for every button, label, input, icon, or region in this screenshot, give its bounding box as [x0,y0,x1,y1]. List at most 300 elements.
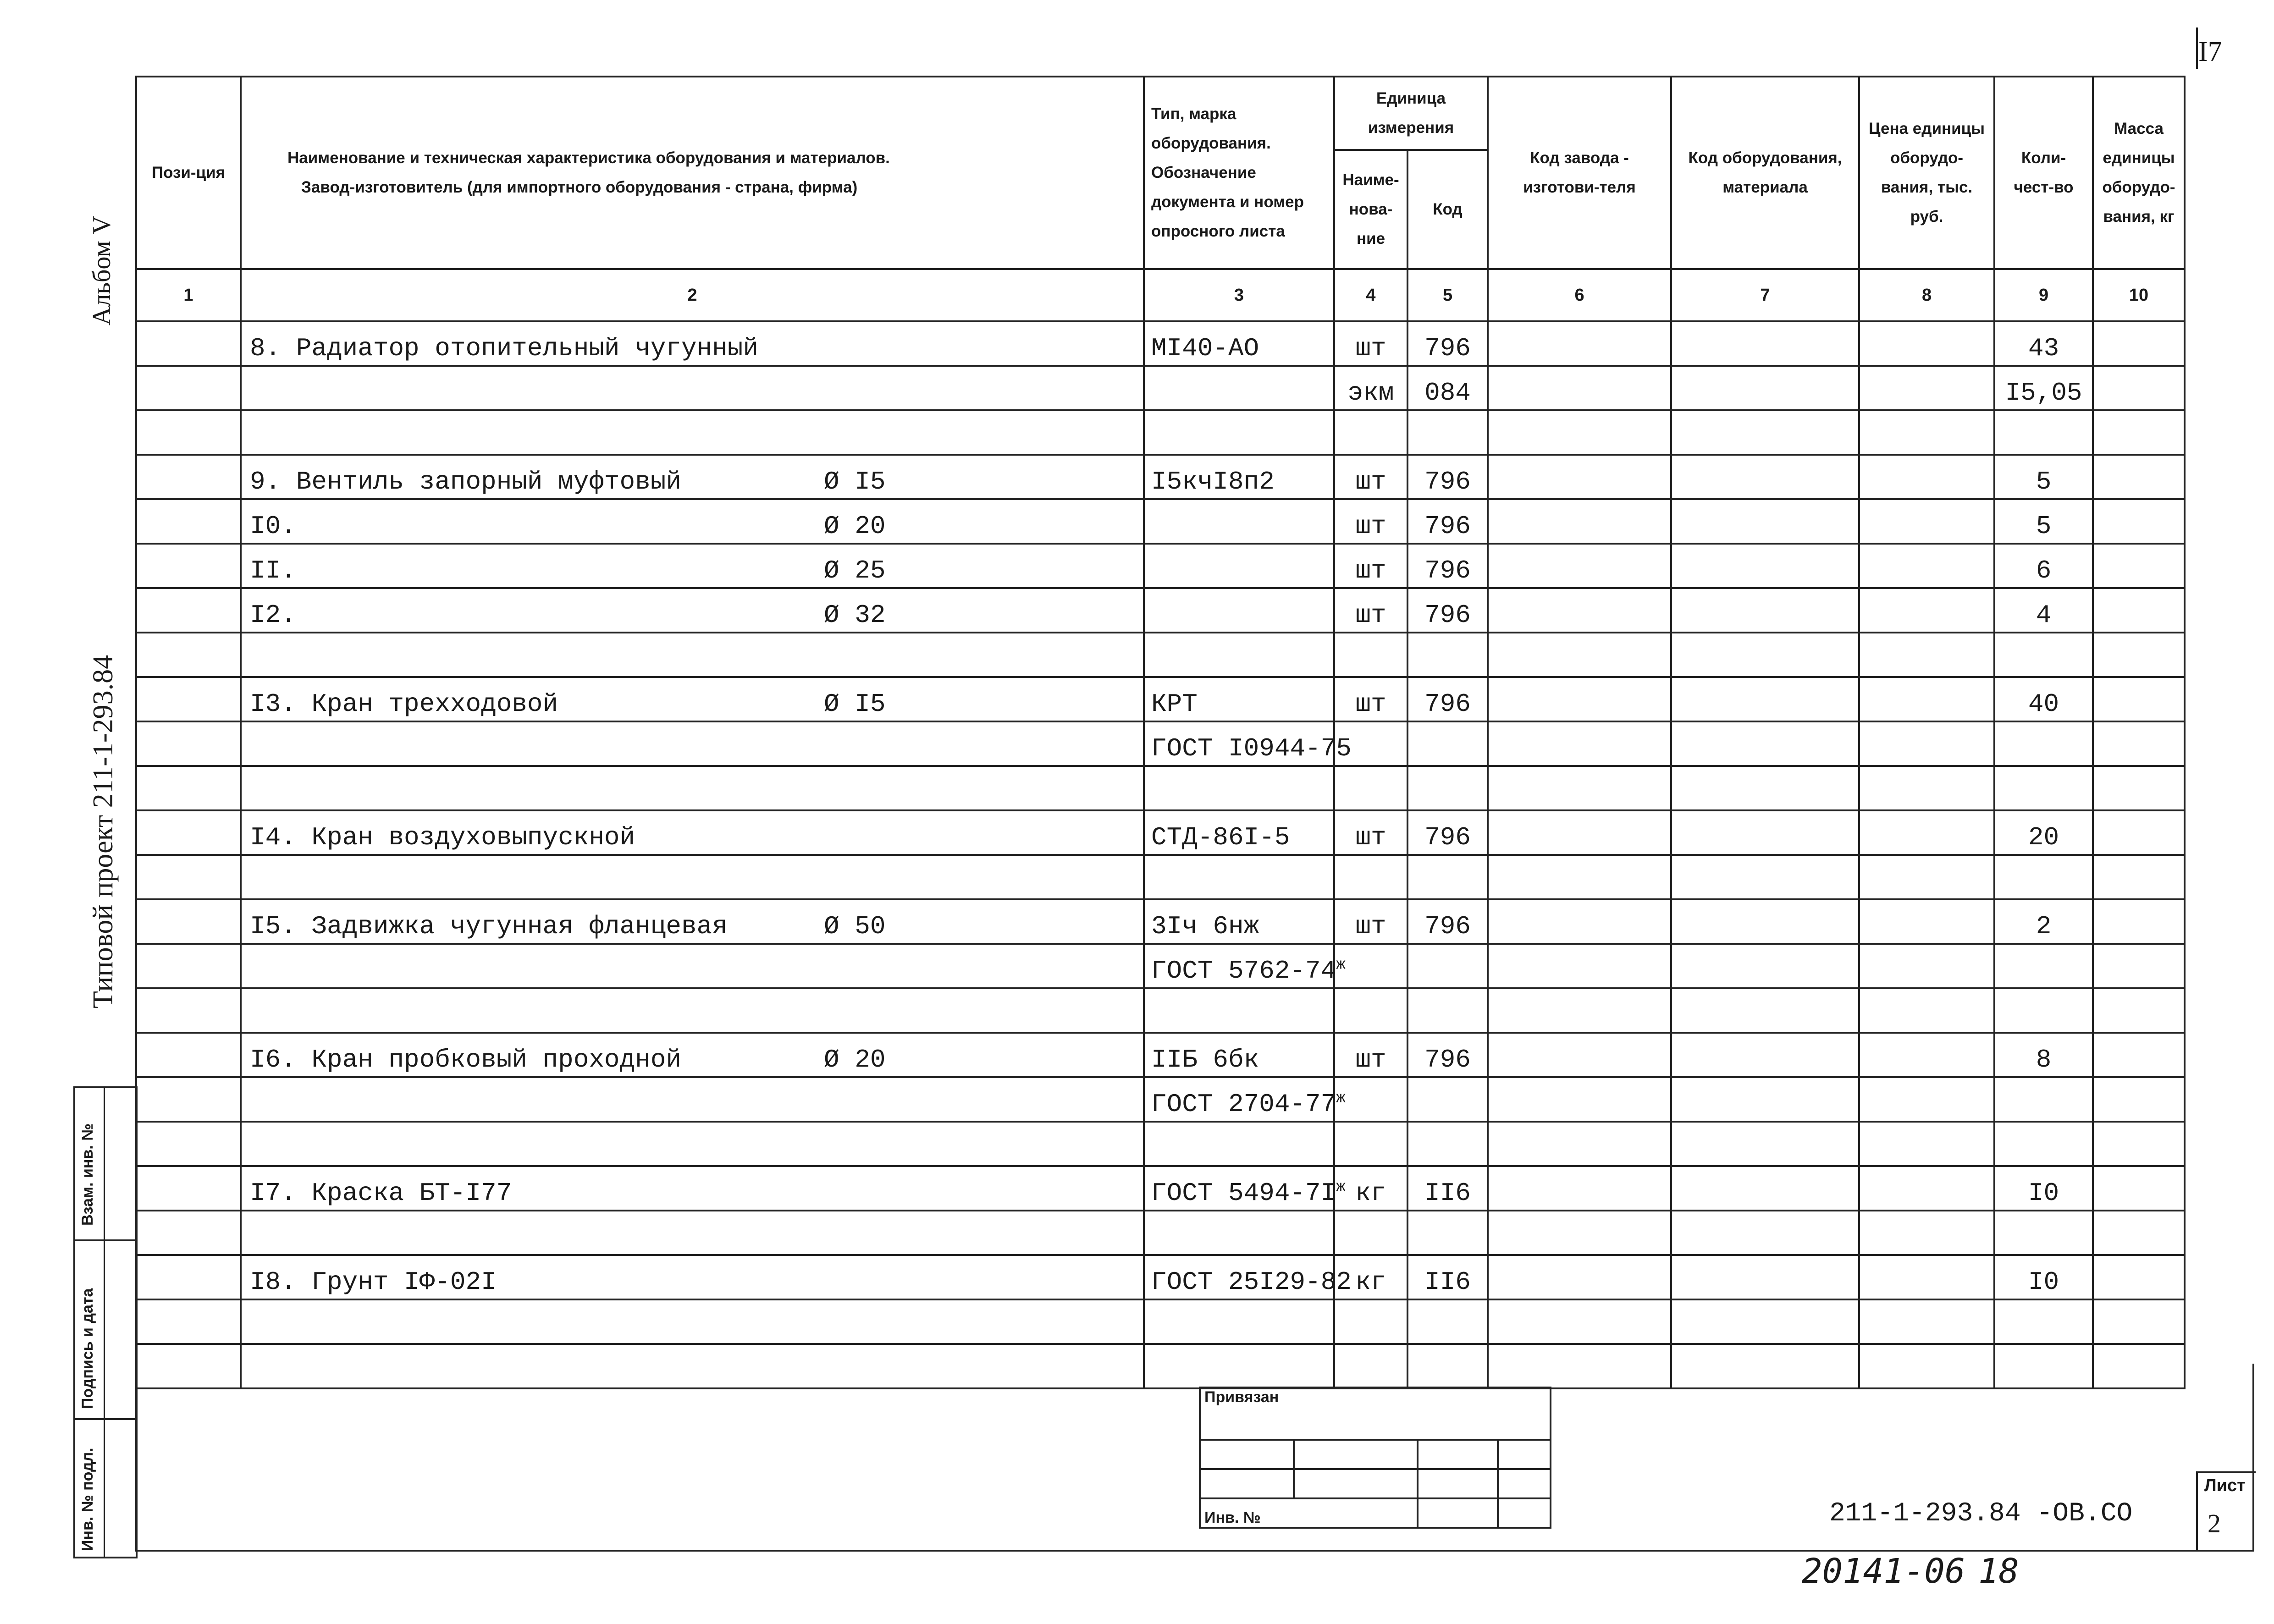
cell-quantity [1994,1122,2093,1166]
cell-unit-text: шт [1355,334,1386,363]
cell-type [1144,366,1334,410]
cell-mass [2093,1166,2185,1211]
cell-unit-text: экм [1347,378,1394,407]
cell-mass [2093,633,2185,677]
cell-type-text: ГОСТ I0944-75 [1151,734,1352,763]
cell-type-text: КРТ [1151,689,1198,719]
table-row [136,1166,2185,1211]
cell-position [136,410,241,455]
cell-type-text: 3Iч 6нж [1151,912,1259,941]
cell-type [1144,544,1334,588]
cell-unit [1334,366,1407,410]
cell-factory-code [1488,366,1671,410]
cell-unit-code [1407,321,1488,366]
cell-name [241,1255,1144,1299]
project-label: Типовой проект 211-1-293.84 [88,655,119,1008]
cell-unit [1334,988,1407,1033]
cell-type-superscript: ж [1336,1178,1346,1196]
cell-unit-text: кг [1355,1178,1386,1208]
cell-equipment-code [1671,1255,1859,1299]
bound-cell [1294,1440,1418,1469]
bound-cell [1498,1469,1551,1498]
cell-type [1144,499,1334,544]
cell-position [136,1033,241,1077]
cell-mass [2093,1122,2185,1166]
cell-name [241,944,1144,988]
cell-price [1859,366,1994,410]
header-name [241,77,1144,269]
cell-type [1144,855,1334,899]
cell-mass [2093,588,2185,633]
cell-unit-code [1407,899,1488,944]
cell-unit-text: кг [1355,1267,1386,1297]
cell-name [241,766,1144,810]
header-type: Тип, марка оборудования. Обозначение документа и номер опросного листа [1144,77,1334,269]
table-row [136,899,2185,944]
cell-equipment-code [1671,1166,1859,1211]
sheet-number-divider [2196,28,2198,69]
cell-unit-text: шт [1355,912,1386,941]
cell-unit [1334,899,1407,944]
cell-unit [1334,499,1407,544]
table-row [136,410,2185,455]
cell-factory-code [1488,677,1671,721]
cell-equipment-code [1671,1033,1859,1077]
column-number: 8 [1859,269,1994,321]
table-body [136,321,2185,1388]
cell-unit-text: шт [1355,467,1386,496]
column-number: 2 [241,269,1144,321]
cell-equipment-code [1671,499,1859,544]
cell-quantity [1994,1211,2093,1255]
cell-name-text: II. [250,556,296,585]
cell-factory-code [1488,544,1671,588]
cell-unit-code [1407,410,1488,455]
cell-quantity-text: 5 [2036,467,2052,496]
cell-type [1144,1033,1334,1077]
header-unit-code: Код [1407,150,1488,269]
cell-name-text: I5. Задвижка чугунная фланцевая [250,912,728,941]
cell-unit-text: шт [1355,823,1386,852]
header-quantity: Коли-чест-во [1994,77,2093,269]
cell-quantity [1994,410,2093,455]
bound-cell [1498,1440,1551,1469]
table-row [136,633,2185,677]
cell-factory-code [1488,1211,1671,1255]
column-number: 6 [1488,269,1671,321]
cell-position [136,499,241,544]
cell-type-text: МI40-АО [1151,334,1259,363]
cell-factory-code [1488,499,1671,544]
cell-position [136,1077,241,1122]
cell-name [241,544,1144,588]
cell-type-text: IIБ 6бк [1151,1045,1259,1074]
cell-equipment-code [1671,588,1859,633]
cell-unit-text: шт [1355,512,1386,541]
table-row [136,855,2185,899]
cell-unit-code [1407,544,1488,588]
cell-type-text: ГОСТ 5494-7I [1151,1178,1336,1208]
cell-type [1144,1166,1346,1211]
cell-unit-code-text: 796 [1424,689,1471,719]
cell-mass [2093,677,2185,721]
table-row [136,1077,2185,1122]
cell-unit-code [1407,944,1488,988]
cell-name-text: I2. [250,600,296,630]
bound-cell [1294,1469,1418,1498]
cell-mass [2093,988,2185,1033]
cell-factory-code [1488,721,1671,766]
cell-unit-code-text: 084 [1424,378,1471,407]
cell-position [136,899,241,944]
cell-quantity [1994,633,2093,677]
cell-unit [1334,677,1407,721]
cell-unit-code [1407,855,1488,899]
cell-price [1859,633,1994,677]
cell-unit [1334,1211,1407,1255]
cell-quantity-text: 5 [2036,512,2052,541]
cell-price [1859,1166,1994,1211]
cell-factory-code [1488,855,1671,899]
cell-unit-code [1407,810,1488,855]
cell-unit-code [1407,1033,1488,1077]
cell-unit-code-text: II6 [1424,1267,1471,1297]
bound-cell [1200,1469,1294,1498]
cell-equipment-code [1671,633,1859,677]
cell-unit [1334,766,1407,810]
table-row [136,1299,2185,1344]
cell-quantity-text: 2 [2036,912,2052,941]
cell-quantity [1994,855,2093,899]
cell-quantity-text: 6 [2036,556,2052,585]
cell-position [136,588,241,633]
cell-quantity [1994,899,2093,944]
cell-quantity [1994,544,2093,588]
cell-unit [1334,544,1407,588]
cell-unit-code [1407,721,1488,766]
cell-type-text: I5кчI8п2 [1151,467,1275,496]
cell-mass [2093,544,2185,588]
cell-type-text: ГОСТ 25I29-82 [1151,1267,1352,1297]
album-label: Альбом V [88,215,116,325]
cell-name-text: I3. Кран трехходовой [250,689,558,719]
table-row [136,499,2185,544]
cell-type-superscript: ж [1336,1090,1346,1107]
cell-price [1859,721,1994,766]
column-number: 1 [136,269,241,321]
cell-mass [2093,455,2185,499]
cell-factory-code [1488,944,1671,988]
cell-price [1859,410,1994,455]
cell-price [1859,1211,1994,1255]
cell-name [241,366,1144,410]
cell-type [1144,1299,1334,1344]
cell-type-text: ГОСТ 2704-77 [1151,1090,1336,1119]
cell-quantity [1994,721,2093,766]
cell-unit-code-text: 796 [1424,1045,1471,1074]
cell-name [241,1077,1144,1122]
cell-unit-code [1407,988,1488,1033]
header-mass: Масса единицы оборудо-вания, кг [2093,77,2185,269]
column-number: 3 [1144,269,1334,321]
cell-unit-code [1407,633,1488,677]
cell-quantity [1994,810,2093,855]
cell-mass [2093,1033,2185,1077]
cell-position [136,721,241,766]
cell-equipment-code [1671,1211,1859,1255]
cell-type-text: СТД-86I-5 [1151,823,1290,852]
cell-unit-code [1407,1211,1488,1255]
cell-type [1144,633,1334,677]
handwritten-page: 18 [1978,1552,2020,1591]
cell-type [1144,1122,1334,1166]
table-row [136,677,2185,721]
cell-quantity [1994,1077,2093,1122]
cell-factory-code [1488,1033,1671,1077]
cell-mass [2093,1255,2185,1299]
cell-factory-code [1488,1255,1671,1299]
table-row [136,988,2185,1033]
cell-equipment-code [1671,321,1859,366]
bound-cell [1498,1498,1551,1528]
handwritten-code: 20141-06 [1802,1552,1965,1591]
cell-mass [2093,855,2185,899]
cell-price [1859,1255,1994,1299]
cell-position [136,1255,241,1299]
cell-quantity [1994,321,2093,366]
table-row [136,588,2185,633]
cell-quantity-text: I0 [2028,1178,2059,1208]
cell-factory-code [1488,810,1671,855]
cell-type [1144,899,1334,944]
table-row [136,455,2185,499]
stamp-column [73,1086,138,1558]
table-row [136,1122,2185,1166]
cell-name [241,499,1144,544]
cell-unit-code [1407,455,1488,499]
cell-equipment-code [1671,810,1859,855]
table-row [136,766,2185,810]
cell-position [136,1211,241,1255]
cell-unit [1334,455,1407,499]
cell-mass [2093,721,2185,766]
cell-mass [2093,321,2185,366]
cell-quantity [1994,944,2093,988]
cell-quantity [1994,499,2093,544]
cell-factory-code [1488,633,1671,677]
stamp-label-replace-inv: Взам. инв. № [79,1123,96,1226]
cell-unit [1334,810,1407,855]
cell-name [241,721,1144,766]
cell-quantity-text: I5,05 [2005,378,2082,407]
cell-unit-code [1407,677,1488,721]
table-row [136,544,2185,588]
cell-quantity-text: 20 [2028,823,2059,852]
cell-factory-code [1488,588,1671,633]
cell-price [1859,1122,1994,1166]
cell-name-text: 9. Вентиль запорный муфтовый [250,467,681,496]
cell-unit-text: шт [1355,1045,1386,1074]
cell-quantity [1994,455,2093,499]
cell-price [1859,944,1994,988]
table-row [136,944,2185,988]
cell-quantity [1994,677,2093,721]
cell-unit-code-text: 796 [1424,912,1471,941]
cell-name-text: I8. Грунт IФ-02I [250,1267,497,1297]
cell-type [1144,455,1334,499]
cell-name [241,899,1144,944]
header-name-line2: Завод-изготовитель (для импортного оборудования - страна, фирма) [301,178,858,196]
cell-price [1859,810,1994,855]
stamp-label-signature-date: Подпись и дата [79,1288,96,1409]
cell-unit [1334,855,1407,899]
cell-factory-code [1488,321,1671,366]
column-number: 9 [1994,269,2093,321]
cell-unit-code [1407,1255,1488,1299]
cell-name [241,588,1144,633]
cell-unit-code-text: 796 [1424,600,1471,630]
cell-name-text: I0. [250,512,296,541]
bound-label: Привязан [1200,1387,1551,1440]
cell-unit-code-text: 796 [1424,467,1471,496]
cell-equipment-code [1671,544,1859,588]
cell-unit-code-text: II6 [1424,1178,1471,1208]
cell-type-superscript: ж [1336,956,1346,974]
document-code: 211-1-293.84 -ОВ.СО [1829,1499,2133,1529]
cell-unit-code-text: 796 [1424,556,1471,585]
cell-position [136,766,241,810]
header-price: Цена единицы оборудо-вания, тыс. руб. [1859,77,1994,269]
cell-type [1144,1255,1352,1299]
cell-position [136,1299,241,1344]
cell-position [136,1122,241,1166]
header-unit-name: Наиме-нова-ние [1334,150,1407,269]
cell-unit-code [1407,1299,1488,1344]
table-row [136,810,2185,855]
cell-quantity [1994,588,2093,633]
cell-name [241,321,1144,366]
cell-mass [2093,1211,2185,1255]
bound-cell [1418,1469,1498,1498]
cell-factory-code [1488,1122,1671,1166]
cell-name [241,633,1144,677]
table-row [136,1033,2185,1077]
cell-factory-code [1488,988,1671,1033]
cell-unit-text: шт [1355,600,1386,630]
sheet-label: Лист [2204,1476,2246,1495]
cell-position [136,366,241,410]
cell-name [241,410,1144,455]
cell-type [1144,321,1334,366]
bound-cell [1418,1498,1498,1528]
cell-price [1859,1077,1994,1122]
inv-label: Инв. № [1200,1498,1418,1528]
column-number-row [136,269,2185,321]
header-unit: Единица измерения [1334,77,1488,150]
sheet-value: 2 [2208,1508,2221,1538]
cell-equipment-code [1671,1077,1859,1122]
cell-mass [2093,810,2185,855]
cell-name [241,677,1144,721]
cell-unit-code [1407,588,1488,633]
cell-factory-code [1488,455,1671,499]
stamp-row-divider [75,1418,136,1420]
cell-name [241,1166,1144,1211]
cell-mass [2093,766,2185,810]
column-number: 4 [1334,269,1407,321]
cell-name-text: I7. Краска БТ-I77 [250,1178,512,1208]
cell-equipment-code [1671,721,1859,766]
cell-name [241,1211,1144,1255]
cell-position [136,944,241,988]
cell-diameter: Ø 50 [824,912,886,941]
cell-name-text: I4. Кран воздуховыпускной [250,823,635,852]
cell-unit [1334,1299,1407,1344]
cell-price [1859,1299,1994,1344]
cell-factory-code [1488,1077,1671,1122]
cell-diameter: Ø I5 [824,689,886,719]
cell-diameter: Ø 32 [824,600,886,630]
cell-position [136,544,241,588]
cell-unit-code [1407,1077,1488,1122]
bound-cell [1418,1440,1498,1469]
cell-quantity-text: 43 [2028,334,2059,363]
table-row [136,366,2185,410]
cell-name [241,810,1144,855]
cell-type-text: ГОСТ 5762-74 [1151,956,1336,985]
cell-type [1144,766,1334,810]
cell-unit-text: шт [1355,689,1386,719]
cell-equipment-code [1671,1122,1859,1166]
cell-name [241,855,1144,899]
cell-unit-code [1407,766,1488,810]
stamp-label-inv-original: Инв. № подл. [79,1448,96,1551]
cell-equipment-code [1671,855,1859,899]
cell-type [1144,1077,1346,1122]
cell-quantity-text: 8 [2036,1045,2052,1074]
cell-equipment-code [1671,410,1859,455]
cell-unit [1334,1033,1407,1077]
cell-type [1144,588,1334,633]
cell-price [1859,766,1994,810]
cell-mass [2093,1299,2185,1344]
header-name-line1: Наименование и техническая характеристика оборудования и материалов. [287,149,890,167]
cell-mass [2093,1077,2185,1122]
cell-equipment-code [1671,988,1859,1033]
cell-price [1859,588,1994,633]
cell-type [1144,944,1346,988]
cell-type [1144,988,1334,1033]
cell-unit-code [1407,366,1488,410]
cell-name [241,988,1144,1033]
cell-diameter: Ø 20 [824,1045,886,1074]
cell-quantity-text: 40 [2028,689,2059,719]
cell-factory-code [1488,899,1671,944]
cell-position [136,810,241,855]
cell-unit-text: шт [1355,556,1386,585]
stamp-row-divider [75,1239,136,1241]
cell-type [1144,677,1334,721]
cell-unit [1334,321,1407,366]
stamp-column-divider [104,1088,105,1557]
table-row [136,1211,2185,1255]
cell-position [136,988,241,1033]
cell-unit [1334,410,1407,455]
cell-quantity [1994,766,2093,810]
sheet-number: I7 [2198,36,2222,67]
header-factory-code: Код завода - изготови-теля [1488,77,1671,269]
cell-type [1144,410,1334,455]
